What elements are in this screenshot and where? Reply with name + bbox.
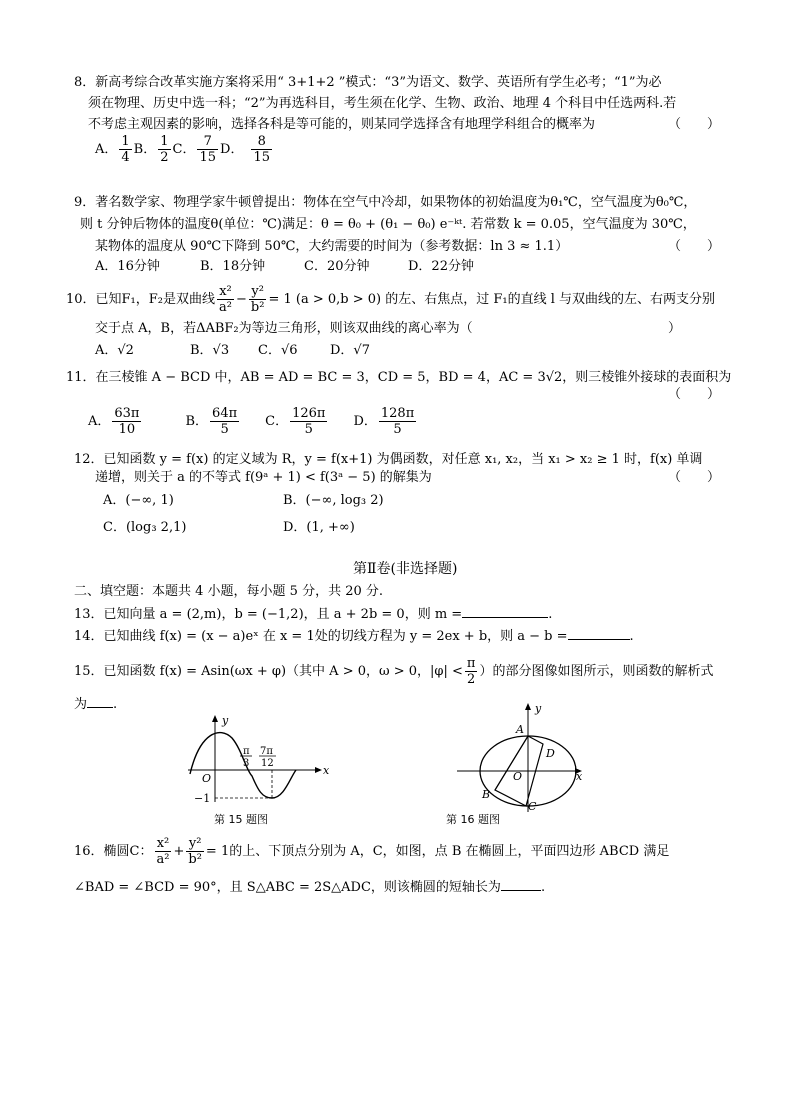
fig15-origin: O [202, 772, 212, 785]
figure-16-caption: 第 16 题图 [446, 813, 500, 826]
fig15-y-label: y [222, 714, 229, 727]
q8-paren: （ ） [668, 117, 721, 132]
q10-option-c: C．√6 [258, 343, 298, 358]
q15-line2: 为 . [74, 697, 118, 712]
q12-option-c: C．(log₃ 2,1) [103, 520, 187, 535]
q16-line2: ∠BAD = ∠BCD = 90°，且 S△ABC = 2S△ADC，则该椭圆的短轴长为 . [74, 880, 546, 895]
q9-line2: 则 t 分钟后物体的温度θ(单位：℃)满足：θ = θ₀ + (θ₁ − θ₀) e⁻ᵏᵗ. 若常数 k = 0.05，空气温度为 30℃， [80, 217, 696, 232]
q12-option-b: B．(−∞, log₃ 2) [283, 493, 384, 508]
q8-options: A． $\frac{1}{4}$ B． $\frac{1}{2}$ C． $\frac{7}{15}$ D． $\frac{8}{15}$ [95, 134, 270, 165]
q8-line3: 不考虑主观因素的影响，选择各科是等可能的，则某同学选择含有地理学科组合的概率为 [88, 117, 596, 132]
q11-paren: （ ） [668, 387, 721, 402]
fig15-tick2-num: 7π [260, 746, 273, 757]
q12-line2: 递增，则关于 a 的不等式 f(9ᵃ + 1) < f(3ᵃ − 5) 的解集为 [95, 470, 432, 485]
fig16-label-a: A [516, 723, 524, 736]
q10-line2: 交于点 A，B，若ΔABF₂为等边三角形，则该双曲线的离心率为（ [95, 321, 473, 336]
q10-option-d: D．√7 [330, 343, 370, 358]
fig16-label-b: B [482, 788, 491, 801]
fig15-neg1-label: −1 [194, 792, 211, 805]
q13-answer-blank[interactable] [462, 605, 548, 618]
q9-line3: 某物体的温度从 90℃下降到 50℃，大约需要的时间为（参考数据：ln 3 ≈ 1.1） [95, 239, 569, 254]
part2-section: 二、填空题：本题共 4 小题，每小题 5 分，共 20 分. [74, 584, 384, 599]
q8-line2: 须在物理、历史中选一科；“2”为再选科目，考生须在化学、生物、政治、地理 4 个科目中任选两科.若 [88, 96, 677, 111]
q10-option-b: B．√3 [190, 343, 230, 358]
q12-option-d: D．(1, +∞) [283, 520, 355, 535]
figure-16-ellipse [455, 700, 585, 815]
q15-line1: 15．已知函数 f(x) = Asin(ωx + φ)（其中 A > 0，ω > 0，|φ| < $\frac{\pi}{2}$ ）的部分图像如图所示，则函数的解析式 [74, 656, 714, 687]
fig16-label-c: C [528, 800, 537, 813]
q11-line1: 11．在三棱锥 A − BCD 中，AB = AD = BC = 3，CD = 5，BD = 4，AC = 3√2，则三棱锥外接球的表面积为 [66, 370, 732, 385]
fig15-x-arrow [315, 767, 322, 773]
q9-option-d: D．22分钟 [408, 259, 474, 274]
fig16-label-d: D [546, 747, 555, 760]
fig15-x-label: x [323, 764, 330, 777]
fig16-y-arrow [525, 703, 531, 710]
q16-line1: 16．椭圆C： $\frac{\text{x²}}{\text{a²}}$ + $\frac{\text{y²}}{\text{b²}}$ = 1的上、下顶点分别为 A，C，如图，点 B 在椭圆上，平面四边形 ABCD 满足 [74, 836, 670, 867]
q12-option-a: A．(−∞, 1) [103, 493, 174, 508]
figure-15-sine-graph [180, 712, 330, 808]
q8-line1: 8．新高考综合改革实施方案将采用“ 3+1+2 ”模式：“3”为语文、数学、英语所有学生必考；“1”为必 [74, 75, 662, 90]
fig16-x-label: x [576, 770, 583, 783]
q10-option-a: A．√2 [95, 343, 134, 358]
q14-text: 14．已知曲线 f(x) = (x − a)eˣ 在 x = 1处的切线方程为 y = 2ex + b，则 a − b = . [74, 629, 634, 644]
q14-answer-blank[interactable] [568, 627, 630, 640]
fig15-y-arrow [212, 715, 218, 722]
fig16-diagonal [495, 736, 528, 790]
q9-line1: 9．著名数学家、物理学家牛顿曾提出：物体在空气中冷却，如果物体的初始温度为θ₁℃，空气温度为θ₀℃， [74, 195, 697, 210]
figure-15-caption: 第 15 题图 [214, 813, 268, 826]
fig15-tick2-den: 12 [261, 758, 274, 769]
q10-line1: 10．已知F₁，F₂是双曲线 $\frac{\text{x²}}{\text{a²}}$ − $\frac{\text{y²}}{\text{b²}}$ = 1 (a > 0,b > 0) 的左、右焦点，过 F₁的直线 l 与双曲线的左、右两支分别 [66, 284, 715, 315]
q9-option-a: A．16分钟 [95, 259, 160, 274]
part2-title: 第Ⅱ卷(非选择题) [353, 561, 458, 577]
q9-option-b: B．18分钟 [200, 259, 266, 274]
fig15-tick1-num: π [243, 746, 250, 757]
fig16-origin: O [513, 770, 523, 783]
q16-answer-blank[interactable] [501, 878, 541, 891]
q13-text: 13．已知向量 a = (2,m)，b = (−1,2)，且 a + 2b = 0，则 m = . [74, 607, 553, 622]
q9-option-c: C．20分钟 [304, 259, 370, 274]
fig16-y-label: y [535, 702, 542, 715]
q15-answer-blank[interactable] [87, 695, 113, 708]
q9-paren: （ ） [668, 239, 721, 254]
q12-paren: （ ） [668, 470, 721, 485]
q12-line1: 12．已知函数 y = f(x) 的定义域为 R，y = f(x+1) 为偶函数，对任意 x₁, x₂，当 x₁ > x₂ ≥ 1 时，f(x) 单调 [74, 452, 703, 467]
fig15-tick1-den: 3 [243, 758, 250, 769]
q10-paren: ） [668, 321, 682, 336]
q11-options: A． $\frac{63\pi}{10}$ B． $\frac{64\pi}{5}$ C． $\frac{126\pi}{5}$ D． $\frac{128\pi}{5}$ [88, 406, 415, 437]
